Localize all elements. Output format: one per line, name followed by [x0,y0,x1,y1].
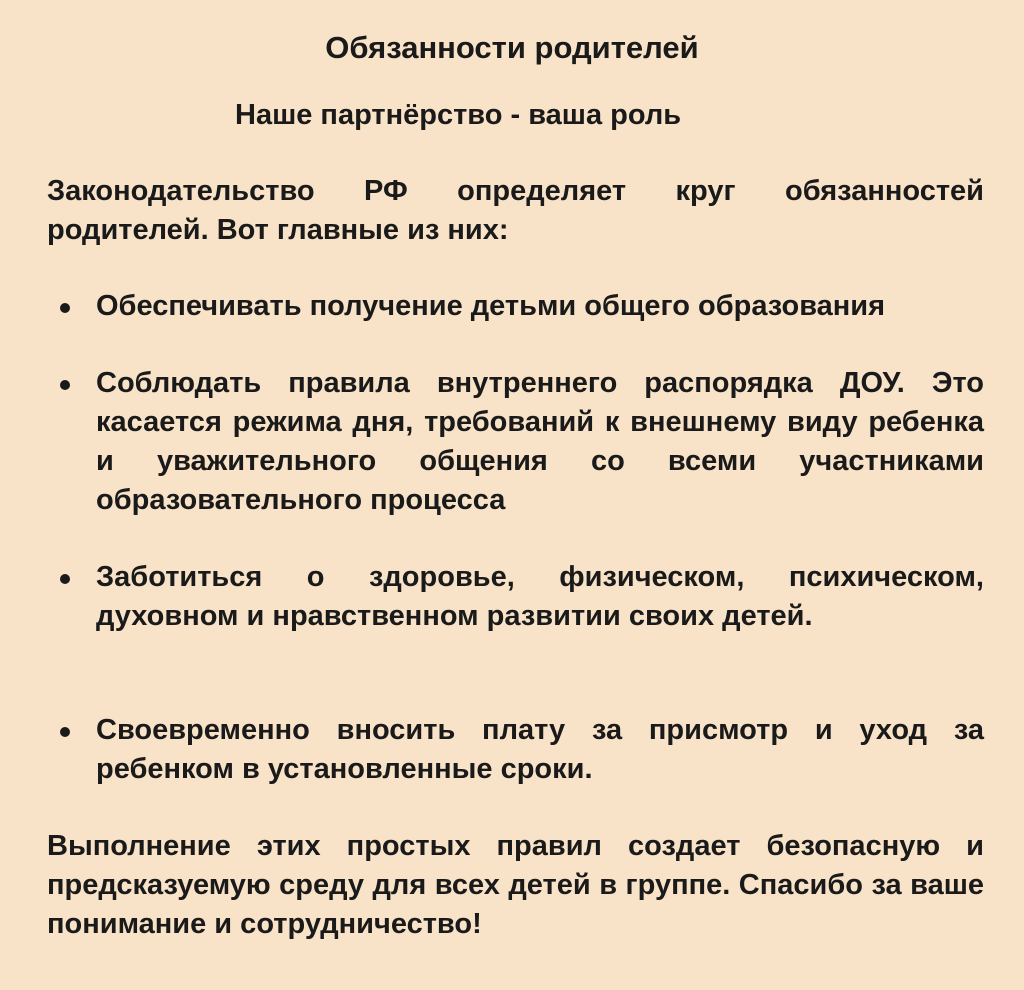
list-item-text: Соблюдать правила внутреннего распорядка ДОУ. Это касается режима дня, требований к внешнему виду ребенка и уважительного общения со всеми участниками образовательного процесса [96,367,984,516]
list-item-text: Обеспечивать получение детьми общего образования [96,290,886,322]
closing-paragraph: Выполнение этих простых правил создает безопасную и предсказуемую среду для всех детей в группе. Спасибо за ваше понимание и сотрудничество! [47,830,984,940]
page-title: Обязанности родителей [325,30,699,65]
bullet-icon [60,380,70,390]
bullet-icon [60,303,70,313]
list-item-text: Заботиться о здоровье, физическом, психическом, духовном и нравственном развитии своих детей. [96,561,984,632]
intro-paragraph: Законодательство РФ определяет круг обязанностей родителей. Вот главные из них: [47,175,984,246]
page-subtitle: Наше партнёрство - ваша роль [235,99,682,131]
list-item-text: Своевременно вносить плату за присмотр и уход за ребенком в установленные сроки. [96,714,984,785]
bullet-icon [60,727,70,737]
bullet-icon [60,574,70,584]
